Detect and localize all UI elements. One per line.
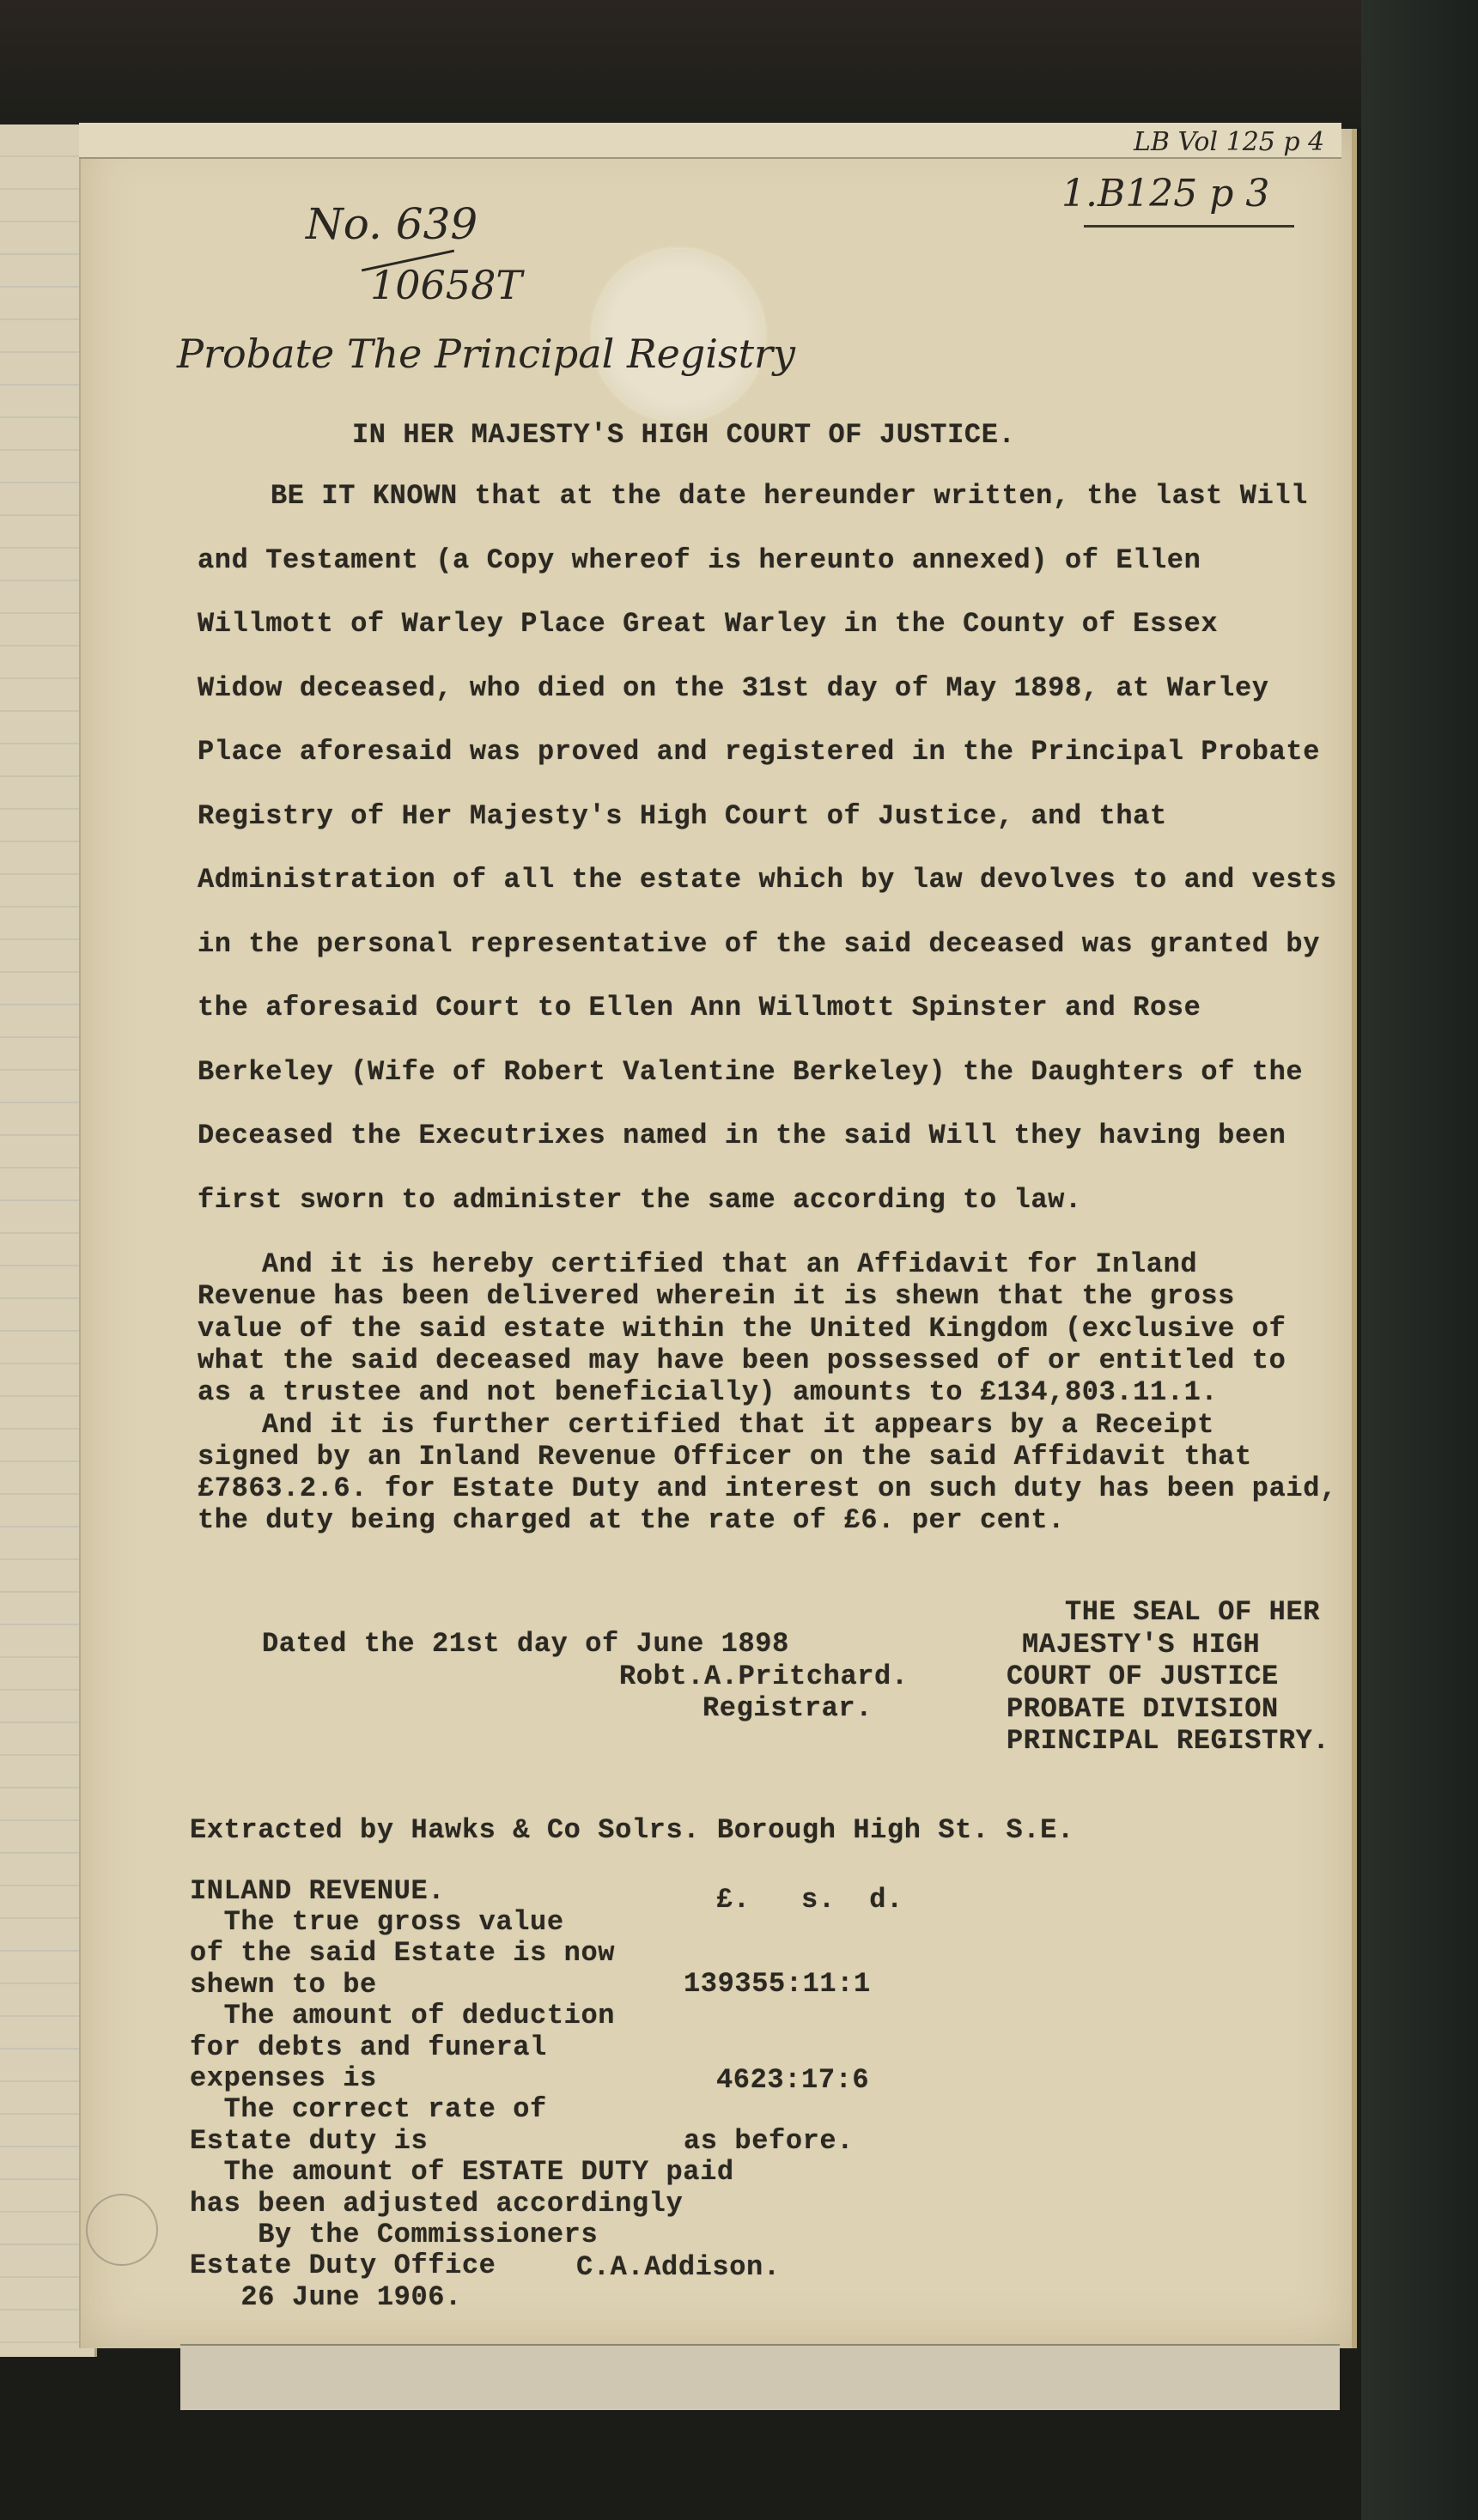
background-top	[0, 0, 1478, 129]
text-line: The true gross value	[190, 1906, 564, 1938]
archive-ref-underline	[1084, 225, 1294, 228]
text-line: Registry of Her Majesty's High Court of Justice, and that	[198, 799, 1167, 832]
text-line: PROBATE DIVISION	[1007, 1692, 1279, 1725]
text-line: expenses is	[190, 2062, 377, 2094]
inland-revenue-heading: INLAND REVENUE.	[190, 1875, 446, 1907]
text-line: PRINCIPAL REGISTRY.	[1007, 1725, 1330, 1757]
text-line: Estate Duty Office	[190, 2250, 496, 2282]
text-line: And it is further certified that it appears by a Receipt	[262, 1408, 1214, 1441]
date-line: Dated the 21st day of June 1898	[262, 1628, 789, 1660]
text-line: Deceased the Executrixes named in the said Will they having been	[198, 1120, 1286, 1151]
text-line: The amount of deduction	[190, 2000, 616, 2032]
text-line: THE SEAL OF HER	[1065, 1596, 1321, 1628]
registrar-title: Registrar.	[703, 1692, 873, 1724]
deductions-value: 4623:17:6	[716, 2064, 870, 2096]
text-line: £7863.2.6. for Estate Duty and interest on such duty has been paid,	[198, 1473, 1337, 1505]
text-line: BE IT KNOWN that at the date hereunder written, the last Will	[271, 480, 1308, 512]
text-line: and Testament (a Copy whereof is hereunto annexed) of Ellen	[198, 543, 1201, 576]
text-line: the aforesaid Court to Ellen Ann Willmott Spinster and Rose	[198, 992, 1201, 1023]
text-line: The correct rate of	[190, 2093, 547, 2126]
text-line: as a trustee and not beneficially) amounts to £134,803.11.1.	[198, 1376, 1219, 1409]
text-line: value of the said estate within the United Kingdom (exclusive of	[198, 1312, 1286, 1345]
text-line: And it is hereby certified that an Affidavit for Inland	[262, 1248, 1198, 1280]
page-bottom-strip	[180, 2344, 1340, 2410]
text-line: MAJESTY'S HIGH	[1022, 1628, 1261, 1661]
background-right	[1361, 0, 1478, 2520]
gross-value: 139355:11:1	[684, 1968, 871, 2000]
text-line: Estate duty is	[190, 2124, 429, 2157]
text-line: signed by an Inland Revenue Officer on the said Affidavit that	[198, 1440, 1252, 1473]
text-line: first sworn to administer the same according to law.	[198, 1183, 1082, 1216]
text-line: has been adjusted accordingly	[190, 2187, 684, 2219]
archive-ref-top: LB Vol 125 p 4	[1134, 127, 1325, 157]
handwritten-registry: Probate The Principal Registry	[177, 331, 796, 377]
text-line: By the Commissioners	[190, 2219, 599, 2250]
text-line: the duty being charged at the rate of £6. per cent.	[198, 1504, 1065, 1537]
text-line: Administration of all the estate which by law devolves to and vests	[198, 864, 1337, 896]
text-line: for debts and funeral	[190, 2031, 547, 2063]
text-line: what the said deceased may have been possessed of or entitled to	[198, 1344, 1286, 1376]
text-line: of the said Estate is now	[190, 1937, 616, 1970]
text-line: shewn to be	[190, 1968, 377, 2001]
signatory: C.A.Addison.	[576, 2251, 781, 2283]
extracted-line: Extracted by Hawks & Co Solrs. Borough High St. S.E.	[190, 1814, 1074, 1846]
text-line: in the personal representative of the said deceased was granted by	[198, 927, 1321, 960]
handwritten-sub-number: 10658T	[370, 262, 523, 308]
text-line: 26 June 1906.	[190, 2280, 462, 2313]
text-line: The amount of ESTATE DUTY paid	[190, 2156, 734, 2189]
text-line: Widow deceased, who died on the 31st day of May 1898, at Warley	[198, 671, 1269, 704]
ink-stamp-icon	[86, 2194, 158, 2266]
document-title: IN HER MAJESTY'S HIGH COURT OF JUSTICE.	[352, 419, 1016, 451]
handwritten-number: No. 639	[306, 199, 478, 249]
text-line: Revenue has been delivered wherein it is shewn that the gross	[198, 1280, 1235, 1313]
currency-header: £. s. d.	[716, 1884, 903, 1916]
archive-ref: 1.B125 p 3	[1061, 172, 1270, 216]
text-line: Willmott of Warley Place Great Warley in the County of Essex	[198, 608, 1219, 640]
text-line: Place aforesaid was proved and registered in the Principal Probate	[198, 736, 1321, 768]
text-line: COURT OF JUSTICE	[1007, 1661, 1279, 1692]
registrar-name: Robt.A.Pritchard.	[619, 1661, 909, 1692]
text-line: Berkeley (Wife of Robert Valentine Berkeley) the Daughters of the	[198, 1055, 1304, 1088]
duty-rate-value: as before.	[684, 2125, 855, 2157]
